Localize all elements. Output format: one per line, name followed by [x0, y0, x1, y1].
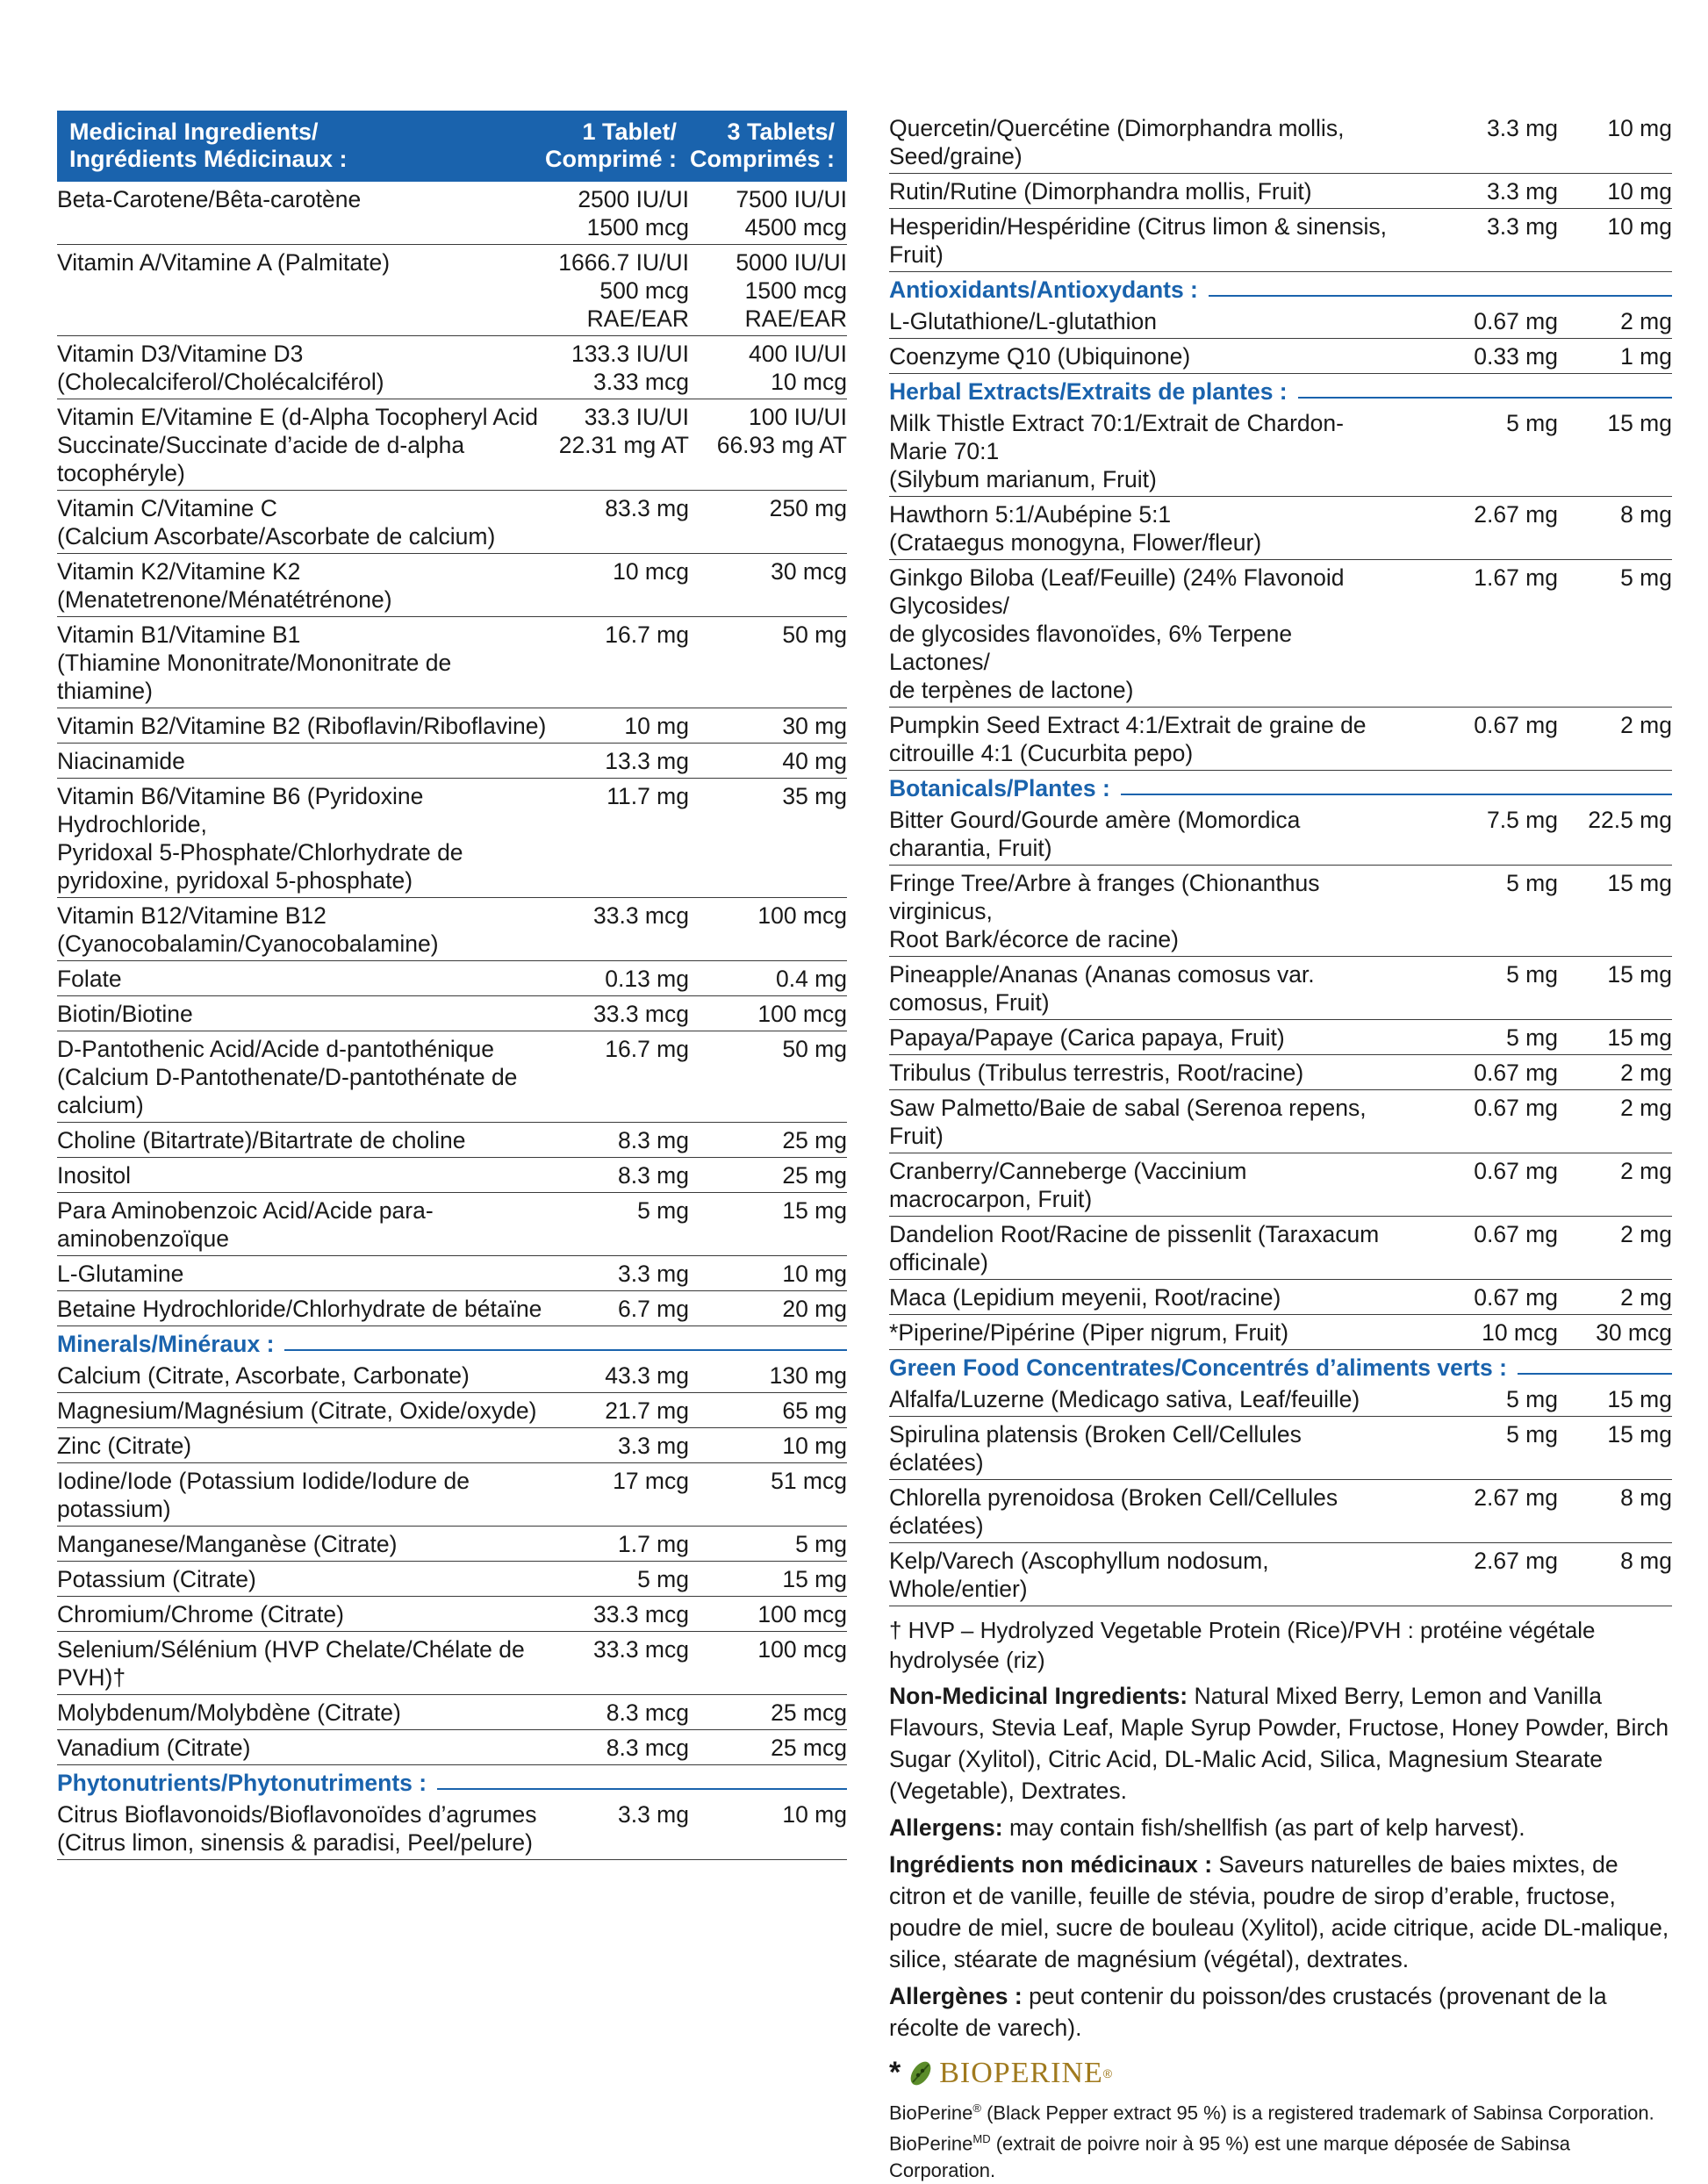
table-row [57, 779, 847, 898]
flavonoids-table [889, 111, 1672, 272]
amount-per-tablet: 3.3 mg [617, 1261, 689, 1287]
ingredient-name: Maca (Lepidium meyenii, Root/racine) [889, 1284, 1281, 1311]
amount-per-tablet: 33.3 mcg [592, 1636, 689, 1663]
ingredient-name: Saw Palmetto/Baie de sabal (Serenoa repens, Fruit) [889, 1095, 1367, 1149]
table-row [57, 898, 847, 961]
amount-per-3-tablets: 400 IU/UI 10 mcg [749, 341, 847, 395]
table-row [57, 1695, 847, 1730]
amount-per-tablet: 11.7 mg [606, 783, 689, 809]
table-row [889, 497, 1672, 560]
amount-per-3-tablets: 15 mg [1607, 410, 1672, 436]
amount-per-tablet: 5 mg [637, 1197, 689, 1224]
amount-per-3-tablets: 10 mg [1607, 115, 1672, 141]
amount-per-tablet: 133.3 IU/UI 3.33 mcg [571, 341, 689, 395]
ingredient-name: Inositol [57, 1162, 131, 1189]
table-row [889, 866, 1672, 957]
table-row [57, 1463, 847, 1527]
table-row [889, 1382, 1672, 1417]
phyto-table [57, 1797, 847, 1860]
ingredient-name: D-Pantothenic Acid/Acide d-pantothénique (Calcium D-Pantothenate/D-pantothénate de calcium) [57, 1036, 518, 1118]
amount-per-3-tablets: 8 mg [1620, 501, 1672, 528]
ingredient-name: Kelp/Varech (Ascophyllum nodosum, Whole/entier) [889, 1548, 1269, 1602]
table-row [57, 1730, 847, 1765]
amount-per-3-tablets: 10 mg [782, 1801, 847, 1828]
table-row [889, 1055, 1672, 1090]
section-label: Green Food Concentrates/Concentrés d’aliments verts : [889, 1354, 1507, 1381]
ingredient-name: Papaya/Papaye (Carica papaya, Fruit) [889, 1024, 1285, 1051]
section-green [889, 1350, 1672, 1382]
table-row [57, 744, 847, 779]
sup: MD [972, 2132, 991, 2146]
table-row [57, 996, 847, 1031]
amount-per-tablet: 0.67 mg [1474, 1060, 1558, 1086]
bioperine-notice-fr [889, 2126, 1672, 2183]
ingredient-name: Ginkgo Biloba (Leaf/Feuille) (24% Flavonoid Glycosides/ de glycosides flavonoïdes, 6% Terpene Lactones/ de terpènes de lactone) [889, 564, 1345, 703]
table-row [889, 708, 1672, 771]
amount-per-3-tablets: 25 mg [782, 1127, 847, 1153]
amount-per-tablet: 5 mg [1506, 1421, 1558, 1448]
amount-per-tablet: 43.3 mg [605, 1362, 689, 1389]
amount-per-tablet: 0.67 mg [1474, 1158, 1558, 1184]
ingredient-name: Vitamin E/Vitamine E (d-Alpha Tocopheryl Acid Succinate/Succinate d’acide de d-alpha tocophéryle) [57, 404, 538, 486]
amount-per-tablet: 5 mg [1506, 870, 1558, 896]
header-name-line1: Medicinal Ingredients/ [69, 119, 319, 145]
bioperine-logo [889, 2056, 1672, 2090]
allergens-en-label: Allergens: [889, 1814, 1003, 1841]
amount-per-3-tablets: 30 mg [782, 713, 847, 739]
section-label: Botanicals/Plantes : [889, 775, 1110, 801]
amount-per-3-tablets: 15 mg [1607, 870, 1672, 896]
table-row [57, 1123, 847, 1158]
amount-per-3-tablets: 250 mg [769, 495, 847, 521]
ingredient-name: Vitamin B6/Vitamine B6 (Pyridoxine Hydrochloride, Pyridoxal 5-Phosphate/Chlorhydrate de pyridoxine, pyridoxal 5-phosphate) [57, 783, 463, 894]
section-label: Phytonutrients/Phytonutriments : [57, 1770, 427, 1796]
ingredient-name: Vitamin B2/Vitamine B2 (Riboflavin/Riboflavine) [57, 713, 547, 739]
amount-per-tablet: 0.67 mg [1474, 1221, 1558, 1247]
table-row [889, 406, 1672, 497]
amount-per-tablet: 8.3 mg [617, 1127, 689, 1153]
botanicals-table [889, 802, 1672, 1350]
amount-per-3-tablets: 8 mg [1620, 1484, 1672, 1511]
amount-per-tablet: 17 mcg [613, 1468, 689, 1494]
amount-per-tablet: 0.67 mg [1474, 308, 1558, 334]
table-row [889, 209, 1672, 272]
amount-per-3-tablets: 15 mg [1607, 961, 1672, 988]
green-table [889, 1382, 1672, 1606]
amount-per-tablet: 0.67 mg [1474, 1284, 1558, 1311]
table-row [57, 554, 847, 617]
amount-per-3-tablets: 2 mg [1620, 1158, 1672, 1184]
left-column [57, 111, 847, 1860]
right-column [889, 111, 1672, 2184]
asterisk: * [889, 2056, 901, 2089]
section-label: Antioxidants/Antioxydants : [889, 277, 1198, 303]
amount-per-tablet: 13.3 mg [605, 748, 689, 774]
amount-per-tablet: 10 mg [624, 713, 689, 739]
amount-per-3-tablets: 2 mg [1620, 712, 1672, 738]
allergens-en [889, 1812, 1672, 1843]
amount-per-3-tablets: 30 mcg [1596, 1319, 1672, 1346]
non-medicinal-en-label: Non-Medicinal Ingredients: [889, 1683, 1188, 1709]
ingredient-name: Citrus Bioflavonoids/Bioflavonoïdes d’agrumes (Citrus limon, sinensis & paradisi, Peel/pelure) [57, 1801, 537, 1856]
allergens-fr [889, 1980, 1672, 2044]
ingredient-name: Bitter Gourd/Gourde amère (Momordica charantia, Fruit) [889, 807, 1301, 861]
header-col2-line2: Comprimés : [689, 146, 835, 172]
amount-per-tablet: 10 mcg [613, 558, 689, 585]
amount-per-3-tablets: 100 IU/UI 66.93 mg AT [716, 404, 847, 458]
ingredient-name: Vitamin D3/Vitamine D3 (Cholecalciferol/Cholécalciférol) [57, 341, 384, 395]
amount-per-tablet: 5 mg [1506, 961, 1558, 988]
ingredient-name: Quercetin/Quercétine (Dimorphandra mollis, Seed/graine) [889, 115, 1345, 169]
ingredient-name: Tribulus (Tribulus terrestris, Root/racine) [889, 1060, 1304, 1086]
amount-per-3-tablets: 51 mcg [771, 1468, 847, 1494]
amount-per-tablet: 16.7 mg [605, 1036, 689, 1062]
table-row [889, 1543, 1672, 1606]
notice-text: (Black Pepper extract 95 %) is a registered trademark of Sabinsa Corporation. [980, 2101, 1654, 2124]
allergens-en-text: may contain fish/shellfish (as part of kelp harvest). [1002, 1814, 1525, 1841]
amount-per-3-tablets: 2 mg [1620, 1284, 1672, 1311]
table-row [57, 1393, 847, 1428]
amount-per-tablet: 33.3 mcg [592, 902, 689, 929]
amount-per-tablet: 16.7 mg [605, 621, 689, 648]
ingredient-name: Hawthorn 5:1/Aubépine 5:1 (Crataegus monogyna, Flower/fleur) [889, 501, 1262, 556]
table-row [57, 1358, 847, 1393]
amount-per-3-tablets: 15 mg [782, 1566, 847, 1592]
amount-per-3-tablets: 35 mg [782, 783, 847, 809]
non-medicinal-fr [889, 1849, 1672, 1975]
table-row [57, 708, 847, 744]
amount-per-tablet: 6.7 mg [617, 1296, 689, 1322]
amount-per-3-tablets: 25 mcg [771, 1735, 847, 1761]
amount-per-tablet: 0.67 mg [1474, 712, 1558, 738]
amount-per-3-tablets: 40 mg [782, 748, 847, 774]
amount-per-tablet: 21.7 mg [605, 1397, 689, 1424]
table-row [57, 1031, 847, 1123]
ingredient-name: Biotin/Biotine [57, 1001, 193, 1027]
ingredient-name: Potassium (Citrate) [57, 1566, 256, 1592]
header-col1-line1: 1 Tablet/ [582, 119, 677, 145]
header-name-line2: Ingrédients Médicinaux : [69, 146, 348, 172]
header-col2-line1: 3 Tablets/ [727, 119, 835, 145]
table-row [889, 1480, 1672, 1543]
ingredient-name: Chlorella pyrenoidosa (Broken Cell/Cellules éclatées) [889, 1484, 1338, 1539]
amount-per-tablet: 3.3 mg [1486, 213, 1558, 240]
non-medicinal-en [889, 1680, 1672, 1807]
amount-per-3-tablets: 1 mg [1620, 343, 1672, 370]
amount-per-3-tablets: 5000 IU/UI 1500 mcg RAE/EAR [736, 249, 847, 332]
ingredient-name: Selenium/Sélénium (HVP Chelate/Chélate de PVH)† [57, 1636, 525, 1691]
table-row [57, 1256, 847, 1291]
table-row [57, 1562, 847, 1597]
amount-per-tablet: 5 mg [1506, 410, 1558, 436]
amount-per-tablet: 2500 IU/UI 1500 mcg [578, 186, 689, 241]
table-row [889, 111, 1672, 174]
amount-per-3-tablets: 15 mg [1607, 1024, 1672, 1051]
table-row [889, 339, 1672, 374]
antioxidants-table [889, 304, 1672, 374]
ingredient-name: Molybdenum/Molybdène (Citrate) [57, 1699, 401, 1726]
amount-per-3-tablets: 10 mg [782, 1261, 847, 1287]
ingredient-name: Pumpkin Seed Extract 4:1/Extrait de graine de citrouille 4:1 (Cucurbita pepo) [889, 712, 1367, 766]
table-row [57, 1632, 847, 1695]
section-label: Herbal Extracts/Extraits de plantes : [889, 378, 1288, 405]
amount-per-3-tablets: 15 mg [782, 1197, 847, 1224]
table-row [889, 1153, 1672, 1217]
amount-per-3-tablets: 50 mg [782, 621, 847, 648]
table-row [57, 245, 847, 336]
amount-per-tablet: 3.3 mg [1486, 178, 1558, 205]
amount-per-tablet: 0.67 mg [1474, 1095, 1558, 1121]
amount-per-tablet: 1666.7 IU/UI 500 mcg RAE/EAR [558, 249, 689, 332]
table-row [889, 304, 1672, 339]
amount-per-3-tablets: 10 mg [1607, 213, 1672, 240]
notice-text: (extrait de poivre noir à 95 %) est une marque déposée de Sabinsa Corporation. [889, 2132, 1571, 2181]
amount-per-tablet: 1.67 mg [1474, 564, 1558, 591]
section-label: Minerals/Minéraux : [57, 1331, 275, 1357]
amount-per-tablet: 33.3 mcg [592, 1001, 689, 1027]
amount-per-tablet: 8.3 mcg [606, 1735, 689, 1761]
table-row [57, 961, 847, 996]
brand: BioPerine [889, 2132, 973, 2155]
table-row [57, 491, 847, 554]
amount-per-3-tablets: 5 mg [1620, 564, 1672, 591]
table-row [57, 1193, 847, 1256]
table-row [889, 1090, 1672, 1153]
amount-per-tablet: 10 mcg [1482, 1319, 1558, 1346]
amount-per-3-tablets: 0.4 mg [775, 966, 847, 992]
pepper-leaf-icon [906, 2058, 936, 2088]
table-row [889, 1020, 1672, 1055]
ingredient-name: Niacinamide [57, 748, 185, 774]
amount-per-tablet: 3.3 mg [617, 1801, 689, 1828]
ingredient-name: Vitamin A/Vitamine A (Palmitate) [57, 249, 391, 276]
amount-per-3-tablets: 65 mg [782, 1397, 847, 1424]
brand: BioPerine [889, 2101, 973, 2124]
amount-per-tablet: 8.3 mg [617, 1162, 689, 1189]
amount-per-3-tablets: 5 mg [795, 1531, 847, 1557]
amount-per-3-tablets: 15 mg [1607, 1386, 1672, 1412]
amount-per-tablet: 1.7 mg [617, 1531, 689, 1557]
amount-per-tablet: 3.3 mg [1486, 115, 1558, 141]
amount-per-tablet: 33.3 mcg [592, 1601, 689, 1627]
amount-per-3-tablets: 8 mg [1620, 1548, 1672, 1574]
ingredient-name: Chromium/Chrome (Citrate) [57, 1601, 344, 1627]
amount-per-3-tablets: 25 mg [782, 1162, 847, 1189]
ingredient-name: Choline (Bitartrate)/Bitartrate de choline [57, 1127, 466, 1153]
table-row [57, 1797, 847, 1860]
ingredient-name: Para Aminobenzoic Acid/Acide para-aminobenzoïque [57, 1197, 434, 1252]
non-medicinal-en-text: Natural Mixed Berry, Lemon and Vanilla Flavours, Stevia Leaf, Maple Syrup Powder, Fructose, Honey Powder, Birch Sugar (Xylitol), Citric Acid, DL-Malic Acid, Silica, Magnesium Stearate (Vegetable), Dextrates. [889, 1683, 1669, 1804]
amount-per-tablet: 7.5 mg [1486, 807, 1558, 833]
amount-per-3-tablets: 15 mg [1607, 1421, 1672, 1448]
amount-per-tablet: 2.67 mg [1474, 1548, 1558, 1574]
hvp-footnote: † HVP – Hydrolyzed Vegetable Protein (Rice)/PVH : protéine végétale hydrolysée (riz) [889, 1617, 1596, 1673]
ingredient-name: Zinc (Citrate) [57, 1433, 192, 1459]
ingredient-name: Calcium (Citrate, Ascorbate, Carbonate) [57, 1362, 470, 1389]
amount-per-3-tablets: 100 mcg [757, 902, 847, 929]
ingredient-name: Beta-Carotene/Bêta-carotène [57, 186, 362, 212]
amount-per-tablet: 8.3 mcg [606, 1699, 689, 1726]
table-row [889, 1217, 1672, 1280]
reg-mark: ® [1102, 2065, 1113, 2080]
amount-per-3-tablets: 20 mg [782, 1296, 847, 1322]
table-header [57, 111, 847, 182]
amount-per-tablet: 2.67 mg [1474, 1484, 1558, 1511]
amount-per-tablet: 3.3 mg [617, 1433, 689, 1459]
ingredient-name: Betaine Hydrochloride/Chlorhydrate de bétaïne [57, 1296, 542, 1322]
table-row [889, 1315, 1672, 1350]
ingredient-name: Dandelion Root/Racine de pissenlit (Taraxacum officinale) [889, 1221, 1380, 1275]
ingredient-name: *Piperine/Pipérine (Piper nigrum, Fruit) [889, 1319, 1289, 1346]
table-row [57, 1158, 847, 1193]
table-row [889, 560, 1672, 708]
ingredient-name: Iodine/Iode (Potassium Iodide/Iodure de potassium) [57, 1468, 470, 1522]
section-herbal [889, 374, 1672, 406]
amount-per-3-tablets: 7500 IU/UI 4500 mcg [736, 186, 847, 241]
table-row [57, 1291, 847, 1326]
ingredient-name: Alfalfa/Luzerne (Medicago sativa, Leaf/feuille) [889, 1386, 1360, 1412]
amount-per-tablet: 33.3 IU/UI 22.31 mg AT [558, 404, 689, 458]
amount-per-3-tablets: 100 mcg [757, 1001, 847, 1027]
ingredient-name: Rutin/Rutine (Dimorphandra mollis, Fruit) [889, 178, 1312, 205]
ingredient-name: Hesperidin/Hespéridine (Citrus limon & sinensis, Fruit) [889, 213, 1388, 268]
ingredient-name: Cranberry/Canneberge (Vaccinium macrocarpon, Fruit) [889, 1158, 1247, 1212]
table-row [57, 617, 847, 708]
table-row [57, 399, 847, 491]
ingredient-name: L-Glutamine [57, 1261, 184, 1287]
ingredient-name: Vanadium (Citrate) [57, 1735, 251, 1761]
amount-per-tablet: 2.67 mg [1474, 501, 1558, 528]
table-row [889, 1280, 1672, 1315]
section-phyto [57, 1765, 847, 1797]
ingredient-name: Fringe Tree/Arbre à franges (Chionanthus virginicus, Root Bark/écorce de racine) [889, 870, 1320, 952]
table-row [57, 182, 847, 245]
table-row [889, 174, 1672, 209]
amount-per-3-tablets: 10 mg [1607, 178, 1672, 205]
amount-per-3-tablets: 100 mcg [757, 1636, 847, 1663]
ingredient-name: Magnesium/Magnésium (Citrate, Oxide/oxyde) [57, 1397, 537, 1424]
amount-per-tablet: 5 mg [1506, 1386, 1558, 1412]
ingredient-name: Spirulina platensis (Broken Cell/Cellules éclatées) [889, 1421, 1302, 1476]
minerals-table [57, 1358, 847, 1765]
ingredient-name: Vitamin B12/Vitamine B12 (Cyanocobalamin/Cyanocobalamine) [57, 902, 439, 957]
ingredient-name: L-Glutathione/L-glutathion [889, 308, 1157, 334]
amount-per-3-tablets: 30 mcg [771, 558, 847, 585]
amount-per-tablet: 0.13 mg [605, 966, 689, 992]
table-row [57, 336, 847, 399]
vitamins-table [57, 182, 847, 1326]
table-row [889, 1417, 1672, 1480]
section-minerals [57, 1326, 847, 1358]
header-col1-line2: Comprimé : [544, 146, 677, 172]
table-row [57, 1428, 847, 1463]
amount-per-3-tablets: 10 mg [782, 1433, 847, 1459]
section-antioxidants [889, 272, 1672, 304]
ingredient-name: Coenzyme Q10 (Ubiquinone) [889, 343, 1191, 370]
ingredient-name: Vitamin K2/Vitamine K2 (Menatetrenone/Ménatétrénone) [57, 558, 392, 613]
amount-per-tablet: 83.3 mg [605, 495, 689, 521]
section-botanicals [889, 771, 1672, 802]
amount-per-3-tablets: 100 mcg [757, 1601, 847, 1627]
table-row [57, 1597, 847, 1632]
amount-per-3-tablets: 25 mcg [771, 1699, 847, 1726]
amount-per-3-tablets: 2 mg [1620, 308, 1672, 334]
sup: ® [972, 2101, 981, 2115]
amount-per-tablet: 5 mg [1506, 1024, 1558, 1051]
non-medicinal-fr-text: Saveurs naturelles de baies mixtes, de citron et de vanille, feuille de stévia, poudre de sirop d’erable, fructose, poudre de miel, sucre de bouleau (Xylitol), acide citrique, acide DL-malique, silice, stéarate de magnésium (végétal), dextrates. [889, 1851, 1669, 1972]
ingredient-name: Vitamin B1/Vitamine B1 (Thiamine Mononitrate/Mononitrate de thiamine) [57, 621, 452, 704]
amount-per-3-tablets: 50 mg [782, 1036, 847, 1062]
allergens-fr-label: Allergènes : [889, 1983, 1023, 2009]
ingredient-name: Vitamin C/Vitamine C (Calcium Ascorbate/Ascorbate de calcium) [57, 495, 496, 550]
bioperine-wordmark: BIOPERINE [939, 2056, 1103, 2089]
herbal-table [889, 406, 1672, 771]
amount-per-3-tablets: 2 mg [1620, 1221, 1672, 1247]
amount-per-3-tablets: 22.5 mg [1588, 807, 1672, 833]
amount-per-3-tablets: 2 mg [1620, 1060, 1672, 1086]
ingredient-name: Milk Thistle Extract 70:1/Extrait de Chardon-Marie 70:1 (Silybum marianum, Fruit) [889, 410, 1344, 492]
allergens-fr-text: peut contenir du poisson/des crustacés (provenant de la récolte de varech). [889, 1983, 1607, 2041]
amount-per-tablet: 5 mg [637, 1566, 689, 1592]
table-row [889, 802, 1672, 866]
table-row [57, 1527, 847, 1562]
amount-per-3-tablets: 130 mg [769, 1362, 847, 1389]
ingredient-name: Folate [57, 966, 122, 992]
table-row [889, 957, 1672, 1020]
amount-per-3-tablets: 2 mg [1620, 1095, 1672, 1121]
ingredient-name: Pineapple/Ananas (Ananas comosus var. comosus, Fruit) [889, 961, 1315, 1016]
amount-per-tablet: 0.33 mg [1474, 343, 1558, 370]
bioperine-notice-en [889, 2095, 1672, 2126]
ingredient-name: Manganese/Manganèse (Citrate) [57, 1531, 398, 1557]
non-medicinal-fr-label: Ingrédients non médicinaux : [889, 1851, 1213, 1878]
